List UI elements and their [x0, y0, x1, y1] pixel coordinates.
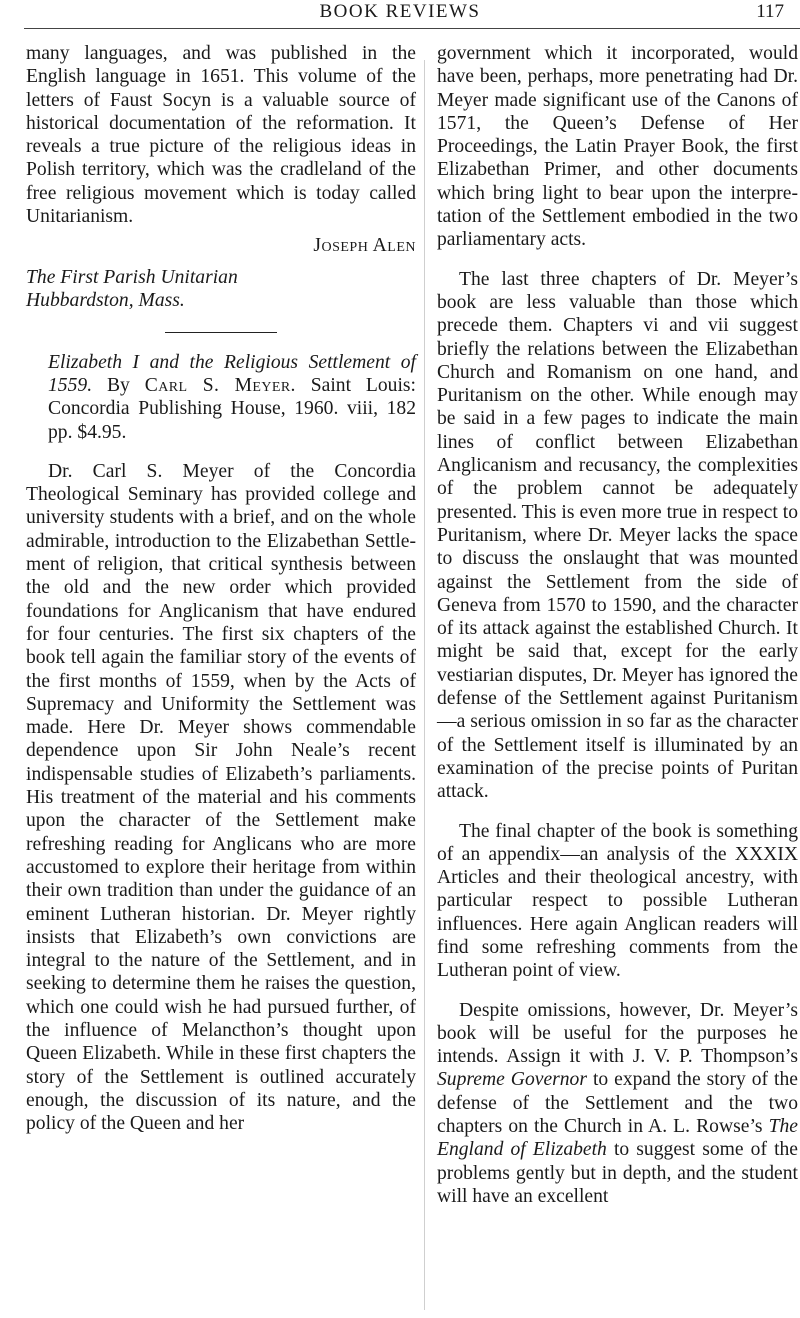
right-column	[437, 42, 798, 1208]
spacer	[437, 804, 798, 820]
review-paragraph: The last three chapters of Dr. Meyer’s book are less valuable than those which precede them. Chapters vi and vii suggest briefly the relations between the Elizabethan Church and Romanism on one hand, and Puritanism on the other. While enough may be said in a few pages to indicate the main lines of conflict between Elizabethan Anglicanism and recusancy, the complexities of the problem cannot be adequately presented. This is even more true in respect to Puritanism, where Dr. Meyer lacks the space to discuss the onslaught that was mounted against the Settlement from the side of Geneva from 1570 to 1590, and the character of its attack against the established Church. It might be said that, except for the early vestiarian disputes, Dr. Meyer has ignored the defense of the Settlement against Puritanism—a serious omission in so far as the character of the Settlement itself is illuminated by an examination of the precise points of Puritan attack.	[437, 268, 798, 803]
review-continuation-paragraph: many languages, and was published in the English language in 1651. This volume of the letters of Faust Socyn is a valuable source of historical documentation of the reformation. It reveals a true picture of the religious ideas in Polish territory, which was the cradleland of the free religious movement which is today called Unitarianism.	[26, 43, 416, 228]
review-paragraph-final	[437, 999, 798, 1209]
spacer	[437, 983, 798, 999]
left-column	[26, 42, 416, 1135]
book-citation	[26, 351, 416, 444]
affiliation-line: Hubbardston, Mass.	[26, 289, 185, 311]
text-run: Despite omissions, however, Dr. Meyer’s book will be useful for the purposes he intends. Assign it with J. V. P. Thompson’s	[437, 999, 798, 1068]
spacer	[26, 444, 416, 460]
review-paragraph: The final chapter of the book is something of an appendix—an analysis of the XXXIX Articles and their theological ancestry, with particular respect to possible Lutheran influences. Here again Anglican readers will find some refreshing comments from the Lutheran point of view.	[437, 820, 798, 982]
affiliation-line: The First Parish Unitarian	[26, 266, 238, 288]
column-divider	[424, 60, 425, 1310]
page-header	[0, 0, 800, 30]
italic-title: Supreme Governor	[437, 1069, 587, 1091]
reviewer-affiliation	[26, 266, 416, 312]
header-rule	[24, 28, 800, 29]
book-author: Carl S. Meyer.	[144, 374, 296, 396]
review-separator	[165, 332, 277, 333]
italic-title: The England of Elizabeth	[437, 1116, 798, 1161]
reviewer-name: Joseph Alen	[313, 235, 416, 257]
running-title: BOOK REVIEWS	[319, 1, 481, 22]
spacer	[437, 252, 798, 268]
text-run: to expand the story of the defense of the Settlement and the two chapters on the Church in A. L. Rowse’s	[437, 1069, 798, 1138]
page-number: 117	[756, 1, 784, 22]
book-publication: Saint Louis: Concordia Publishing House, 1960. viii, 182 pp. $4.95.	[48, 374, 416, 443]
citation-by: By	[106, 374, 130, 396]
review-paragraph: government which it incorporated, would have been, perhaps, more penetrating had Dr. Meyer made significant use of the Canons of 1571, the Queen’s Defense of Her Proceedings, the Latin Prayer Book, the first Elizabethan Primer, and other documents which bring light to bear upon the interpretation of the Settlement embodied in the two parliamentary acts.	[437, 43, 798, 251]
book-title: Elizabeth I and the Religious Settlement of 1559.	[48, 351, 416, 396]
text-run: to suggest some of the problems gently but in depth, and the student will have an excellent	[437, 1139, 799, 1207]
review-paragraph: Dr. Carl S. Meyer of the Concordia Theological Seminary has provided college and university students with a brief, and on the whole admirable, introduction to the Elizabethan Settlement of religion, that critical synthesis between the old and the new order which provided foundations for Anglicanism that have endured for four centuries. The first six chapters of the book tell again the familiar story of the events of the first months of 1559, when by the Acts of Supremacy and Uniformity the Settlement was made. Here Dr. Meyer shows commendable dependence upon Sir John Neale’s recent indispensable studies of Elizabeth’s parliaments. His treatment of the material and his comments upon the character of the Settlement make refreshing reading for Anglicans who are more accustomed to explore their heritage from within their own tradition than under the guidance of an eminent Lutheran historian. Dr. Meyer rightly insists that Elizabeth’s own convictions are integral to the nature of the Settlement, and in seeking to determine them he raises the question, which one could wish he had pursued further, of the influence of Melancthon’s thought upon Queen Elizabeth. While in these first chapters the story of the Settlement is outlined accurately enough, the discussion of its nature, and the policy of the Queen and her	[26, 460, 416, 1135]
